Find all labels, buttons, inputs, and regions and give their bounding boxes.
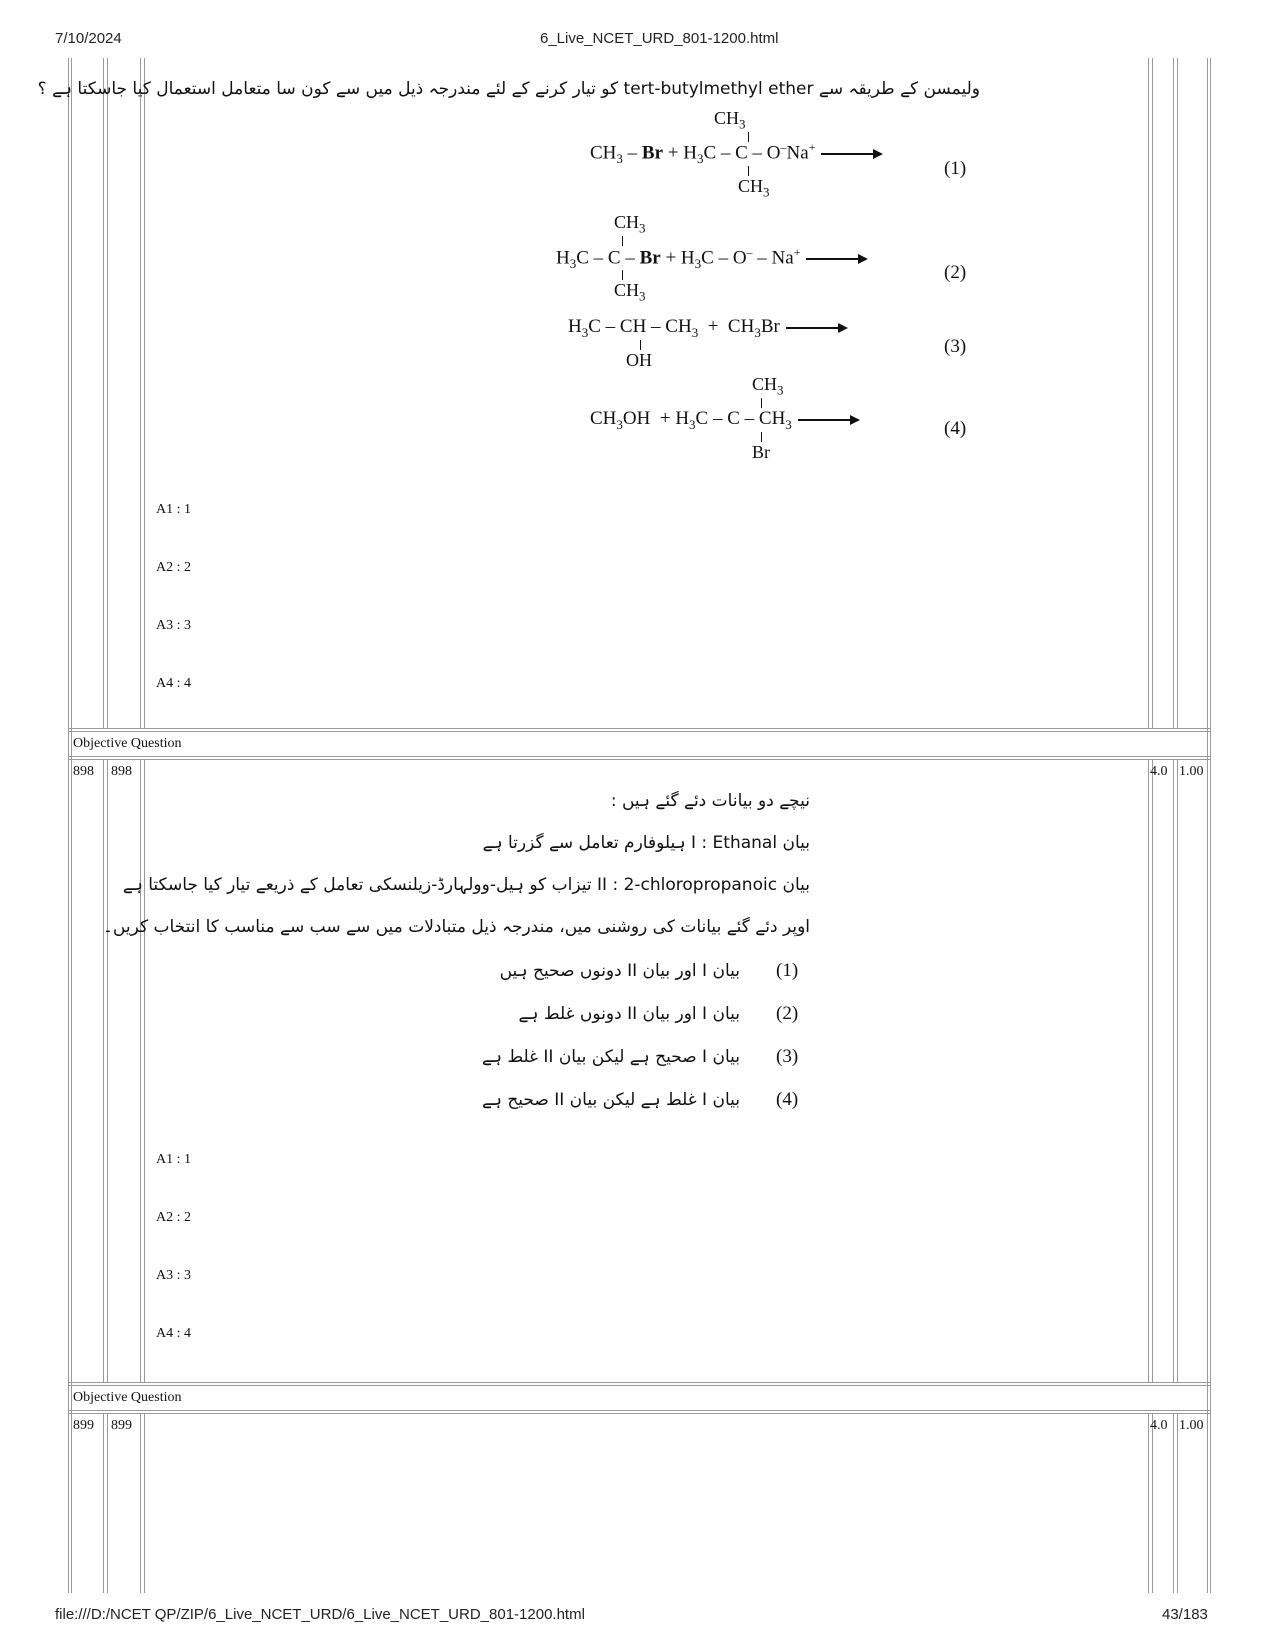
col-marks-line [1148, 58, 1149, 728]
print-file-path: file:///D:/NCET QP/ZIP/6_Live_NCET_URD/6_Live_NCET_URD_801-1200.html [55, 1606, 585, 1623]
option-number: (3) [944, 336, 967, 357]
print-page-number: 43/183 [1162, 1606, 1208, 1623]
reaction-arrow [806, 258, 866, 260]
col-sno-line-inner [107, 759, 108, 1382]
col-sno-line-inner [107, 58, 108, 728]
col-qid-line [140, 759, 141, 1382]
option-text: بیان I اور بیان II دونوں غلط ہے [518, 1004, 740, 1024]
option-number: (1) [776, 960, 799, 981]
reactant-formula-3: $H_3C$ – CH – $CH_3 + CH_3Br$ [568, 316, 846, 341]
marks-value: 4.0 [1150, 1418, 1168, 1433]
print-title: 6_Live_NCET_URD_801-1200.html [540, 30, 779, 47]
answer-option: A3 : 3 [156, 1268, 191, 1283]
instruction-text: اوپر دئے گئے بیانات کی روشنی میں، مندرجہ ذیل متبادلات میں سے سب سے مناسب کا انتخاب کریں۔ [102, 917, 810, 937]
col-sno-line [103, 58, 104, 728]
answer-option: A3 : 3 [156, 618, 191, 633]
methyl-group-top: $CH_3$ [614, 212, 646, 236]
methyl-group-top: $CH_3$ [714, 108, 746, 132]
negative-marks-value: 1.00 [1179, 1418, 1204, 1433]
reaction-arrow [798, 419, 858, 421]
answer-option: A4 : 4 [156, 1326, 191, 1341]
col-marks-line [1148, 759, 1149, 1382]
col-neg-line [1173, 58, 1174, 728]
row-separator [68, 1385, 1211, 1386]
bond-line [640, 340, 641, 350]
reaction-arrow [786, 327, 846, 329]
table-border-right [1207, 58, 1208, 1593]
answer-option: A1 : 1 [156, 1152, 191, 1167]
row-separator [68, 756, 1211, 757]
question-id: 898 [111, 764, 132, 779]
col-marks-line-inner [1152, 759, 1153, 1382]
section-label: Objective Question [73, 736, 182, 751]
bond-line [622, 270, 623, 280]
table-border-left-inner [71, 58, 72, 1593]
marks-value: 4.0 [1150, 764, 1168, 779]
col-sno-line [103, 759, 104, 1382]
row-separator [68, 728, 1211, 729]
col-neg-line-inner [1177, 58, 1178, 728]
col-neg-line-inner [1177, 759, 1178, 1382]
bromine-group: Br [752, 442, 770, 462]
reaction-arrow [821, 153, 881, 155]
col-qid-line-inner [144, 759, 145, 1382]
bond-line [761, 398, 762, 408]
col-marks-line-inner [1152, 58, 1153, 728]
statements-intro: نیچے دو بیانات دئے گئے ہیں : [610, 791, 810, 811]
row-separator [68, 759, 1211, 760]
answer-option: A2 : 2 [156, 560, 191, 575]
print-date: 7/10/2024 [55, 30, 122, 47]
row-separator [68, 1410, 1211, 1411]
row-separator [68, 1382, 1211, 1383]
col-neg-line [1173, 1413, 1174, 1593]
bond-line [761, 432, 762, 442]
row-separator [68, 1413, 1211, 1414]
answer-option: A2 : 2 [156, 1210, 191, 1225]
col-sno-line-inner [107, 1413, 108, 1593]
option-number: (2) [944, 262, 967, 283]
reactant-formula-2: $H_3C - C - Br + H_3C - O^- - Na^+$ [556, 245, 866, 272]
statement-2: بیان II : 2-chloropropanoic تیزاب کو ہیل-وولہارڈ-زیلنسکی تعامل کے ذریعے تیار کیا جاسکتا ہے [122, 875, 810, 895]
methyl-group-top: $CH_3$ [752, 374, 784, 398]
option-number: (2) [776, 1003, 799, 1024]
question-id: 899 [111, 1418, 132, 1433]
row-separator [68, 731, 1211, 732]
question-text: ولیمسن کے طریقہ سے tert-butylmethyl ether کو تیار کرنے کے لئے مندرجہ ذیل میں سے کون سا متعامل استعمال کیا جاسکتا ہے ؟ [37, 79, 980, 99]
col-qid-line-inner [144, 58, 145, 728]
option-text: بیان I صحیح ہے لیکن بیان II غلط ہے [482, 1047, 740, 1067]
reactant-formula-4: $CH_3OH + H_3C - C - CH_3$ [590, 408, 858, 433]
option-text: بیان I اور بیان II دونوں صحیح ہیں [499, 961, 740, 981]
option-number: (1) [944, 158, 967, 179]
col-qid-line-inner [144, 1413, 145, 1593]
option-number: (4) [944, 418, 967, 439]
col-qid-line [140, 1413, 141, 1593]
col-marks-line-inner [1152, 1413, 1153, 1593]
table-border-right-inner [1210, 58, 1211, 1593]
table-border-left [68, 58, 69, 1593]
col-qid-line [140, 58, 141, 728]
section-label: Objective Question [73, 1390, 182, 1405]
serial-number: 898 [73, 764, 94, 779]
reactant-formula-1: $CH_3 - Br + H_3C - C - O^-Na^+$ [590, 140, 881, 167]
col-sno-line [103, 1413, 104, 1593]
negative-marks-value: 1.00 [1179, 764, 1204, 779]
col-neg-line-inner [1177, 1413, 1178, 1593]
option-text: بیان I غلط ہے لیکن بیان II صحیح ہے [482, 1090, 740, 1110]
option-number: (4) [776, 1089, 799, 1110]
hydroxyl-group: OH [626, 350, 652, 370]
statement-1: بیان I : Ethanal ہیلوفارم تعامل سے گزرتا ہے [482, 833, 810, 853]
col-marks-line [1148, 1413, 1149, 1593]
bond-line [748, 166, 749, 176]
answer-option: A4 : 4 [156, 676, 191, 691]
option-number: (3) [776, 1046, 799, 1067]
serial-number: 899 [73, 1418, 94, 1433]
col-neg-line [1173, 759, 1174, 1382]
methyl-group-bottom: $CH_3$ [738, 176, 770, 200]
answer-option: A1 : 1 [156, 502, 191, 517]
methyl-group-bottom: $CH_3$ [614, 280, 646, 304]
